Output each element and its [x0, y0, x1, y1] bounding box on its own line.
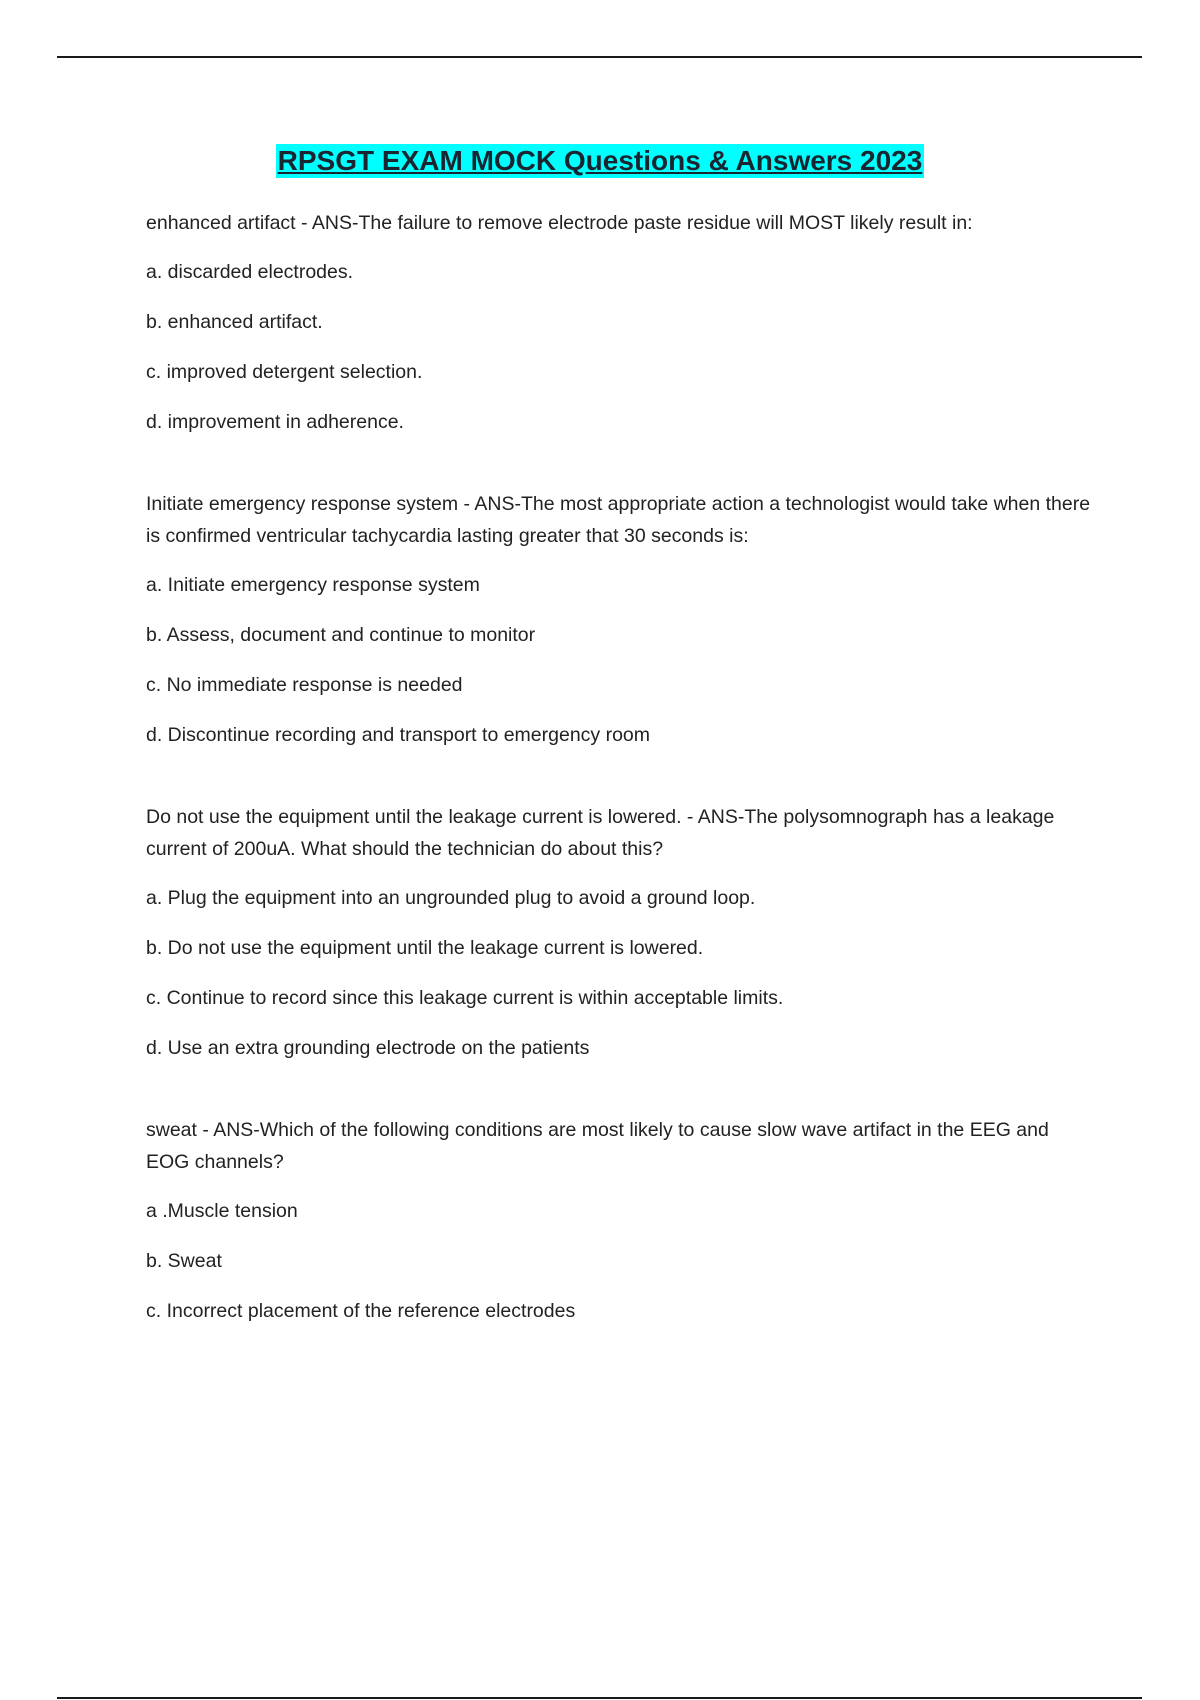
answer-option: d. Use an extra grounding electrode on the patients [146, 1037, 590, 1059]
answer-option: a. Initiate emergency response system [146, 574, 480, 596]
header-rule [57, 56, 1142, 58]
question-block [146, 207, 1096, 438]
question-list [146, 207, 1096, 1345]
answer-option: b. Do not use the equipment until the leakage current is lowered. [146, 937, 704, 959]
answer-option: d. improvement in adherence. [146, 411, 404, 433]
footer-rule [57, 1697, 1142, 1699]
answer-option: a. discarded electrodes. [146, 261, 354, 283]
document-title: RPSGT EXAM MOCK Questions & Answers 2023 [277, 145, 923, 176]
answer-option: b. Assess, document and continue to monitor [146, 624, 536, 646]
question-block [146, 801, 1096, 1064]
answer-option: c. No immediate response is needed [146, 674, 463, 696]
question-stem: Do not use the equipment until the leakage current is lowered. - ANS-The polysomnograph has a leakage current of 200uA. What should the technician do about this? [146, 806, 1055, 860]
answer-option: b. enhanced artifact. [146, 311, 323, 333]
answer-option: d. Discontinue recording and transport to emergency room [146, 724, 651, 746]
answer-option: c. Incorrect placement of the reference electrodes [146, 1300, 576, 1322]
answer-option: c. improved detergent selection. [146, 361, 423, 383]
question-stem: sweat - ANS-Which of the following conditions are most likely to cause slow wave artifact in the EEG and EOG channels? [146, 1119, 1049, 1173]
question-block [146, 1114, 1096, 1327]
answer-option: a .Muscle tension [146, 1200, 298, 1222]
question-block [146, 488, 1096, 751]
title-container [0, 144, 1200, 178]
question-stem: Initiate emergency response system - ANS-The most appropriate action a technologist would take when there is confirmed ventricular tachycardia lasting greater that 30 seconds is: [146, 493, 1091, 547]
answer-option: b. Sweat [146, 1250, 222, 1272]
answer-option: c. Continue to record since this leakage current is within acceptable limits. [146, 987, 784, 1009]
question-stem: enhanced artifact - ANS-The failure to remove electrode paste residue will MOST likely result in: [146, 212, 973, 234]
answer-option: a. Plug the equipment into an ungrounded plug to avoid a ground loop. [146, 887, 756, 909]
